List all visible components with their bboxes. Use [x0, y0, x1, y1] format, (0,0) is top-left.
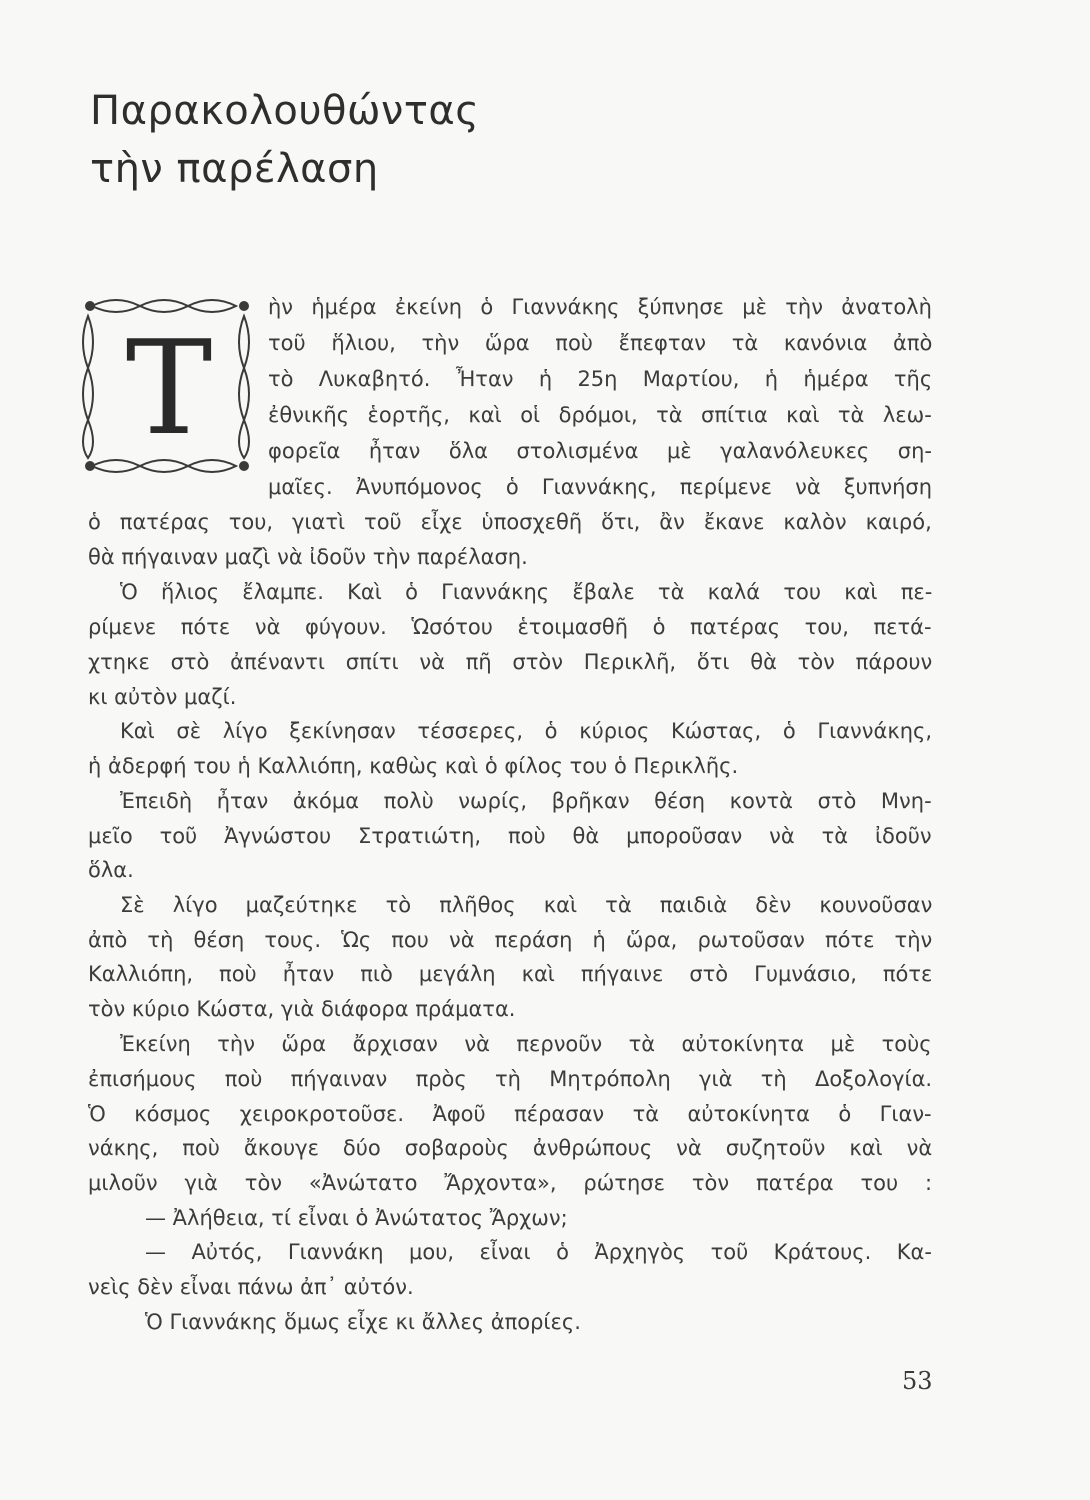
text-line: τὸ Λυκαβητό. Ἦταν ἡ 25η Μαρτίου, ἡ ἡμέρα τῆς: [268, 367, 933, 391]
text-line: ὁ πατέρας του, γιατὶ τοῦ εἶχε ὑποσχεθῆ ὅτι, ἂν ἔκανε καλὸν καιρό,: [88, 510, 932, 534]
text-line: μεῖο τοῦ Ἀγνώστου Στρατιώτη, ποὺ θὰ μποροῦσαν νὰ τὰ ἰδοῦν: [88, 824, 932, 848]
text-line: φορεῖα ἦταν ὅλα στολισμένα μὲ γαλανόλευκες ση-: [268, 439, 932, 463]
text-line: Σὲ λίγο μαζεύτηκε τὸ πλῆθος καὶ τὰ παιδιὰ δὲν κουνοῦσαν: [120, 893, 933, 917]
text-line: μιλοῦν γιὰ τὸν «Ἀνώτατο Ἄρχοντα», ρώτησε τὸν πατέρα του :: [88, 1171, 933, 1195]
text-line: νάκης, ποὺ ἄκουγε δύο σοβαροὺς ἀνθρώπους νὰ συζητοῦν καὶ νὰ: [88, 1136, 933, 1160]
text-line: — Αὐτός, Γιαννάκη μου, εἶναι ὁ Ἀρχηγὸς τοῦ Κράτους. Κα-: [145, 1240, 932, 1264]
text-line: ἐθνικῆς ἑορτῆς, καὶ οἱ δρόμοι, τὰ σπίτια καὶ τὰ λεω-: [268, 403, 932, 427]
text-line: νεὶς δὲν εἶναι πάνω ἀπ᾿ αὐτόν.: [88, 1275, 414, 1299]
title-line-1: Παρακολουθώντας: [90, 88, 480, 134]
text-line: Καὶ σὲ λίγο ξεκίνησαν τέσσερες, ὁ κύριος Κώστας, ὁ Γιαννάκης,: [120, 719, 933, 743]
text-line: ὴν ἡμέρα ἐκείνη ὁ Γιαννάκης ξύπνησε μὲ τὴν ἀνατολὴ: [268, 295, 932, 319]
text-line: Ὁ ἥλιος ἔλαμπε. Καὶ ὁ Γιαννάκης ἔβαλε τὰ καλά του καὶ πε-: [120, 580, 933, 604]
text-line: ἀπὸ τὴ θέση τους. Ὡς που νὰ περάση ἡ ὥρα, ρωτοῦσαν πότε τὴν: [88, 928, 933, 952]
text-line: θὰ πήγαιναν μαζὶ νὰ ἰδοῦν τὴν παρέλαση.: [88, 545, 528, 569]
text-line: κι αὐτὸν μαζί.: [88, 685, 237, 709]
drop-cap-frame: [80, 294, 258, 480]
text-line: Ἐκείνη τὴν ὥρα ἄρχισαν νὰ περνοῦν τὰ αὐτοκίνητα μὲ τοὺς: [120, 1032, 932, 1056]
text-line: τοῦ ἥλιου, τὴν ὥρα ποὺ ἔπεφταν τὰ κανόνια ἀπὸ: [268, 331, 933, 355]
title-line-2: τὴν παρέλαση: [90, 146, 379, 192]
text-line: τὸν κύριο Κώστα, γιὰ διάφορα πράματα.: [88, 997, 516, 1021]
chapter-title: [90, 82, 479, 198]
text-line: ἡ ἀδερφή του ἡ Καλλιόπη, καθὼς καὶ ὁ φίλος του ὁ Περικλῆς.: [88, 754, 739, 778]
page-number: 53: [902, 1367, 933, 1395]
text-line: μαῖες. Ἀνυπόμονος ὁ Γιαννάκης, περίμενε νὰ ξυπνήση: [268, 475, 933, 499]
text-line: — Ἀλήθεια, τί εἶναι ὁ Ἀνώτατος Ἄρχων;: [145, 1206, 568, 1230]
drop-cap-letter: Τ: [125, 312, 213, 464]
text-line: Ἐπειδὴ ἦταν ἀκόμα πολὺ νωρίς, βρῆκαν θέση κοντὰ στὸ Μνη-: [120, 789, 932, 813]
text-line: Ὁ κόσμος χειροκροτοῦσε. Ἀφοῦ πέρασαν τὰ αὐτοκίνητα ὁ Γιαν-: [88, 1102, 932, 1126]
text-line: Καλλιόπη, ποὺ ἦταν πιὸ μεγάλη καὶ πήγαινε στὸ Γυμνάσιο, πότε: [88, 962, 933, 986]
text-line: ἐπισήμους ποὺ πήγαιναν πρὸς τὴ Μητρόπολη γιὰ τὴ Δοξολογία.: [88, 1067, 933, 1091]
text-line: Ὁ Γιαννάκης ὅμως εἶχε κι ἄλλες ἀπορίες.: [145, 1310, 581, 1334]
text-line: χτηκε στὸ ἀπέναντι σπίτι νὰ πῆ στὸν Περικλῆ, ὅτι θὰ τὸν πάρουν: [88, 650, 933, 674]
text-line: ρίμενε πότε νὰ φύγουν. Ὡσότου ἑτοιμασθῆ ὁ πατέρας του, πετά-: [88, 615, 932, 639]
text-line: ὅλα.: [88, 858, 134, 882]
